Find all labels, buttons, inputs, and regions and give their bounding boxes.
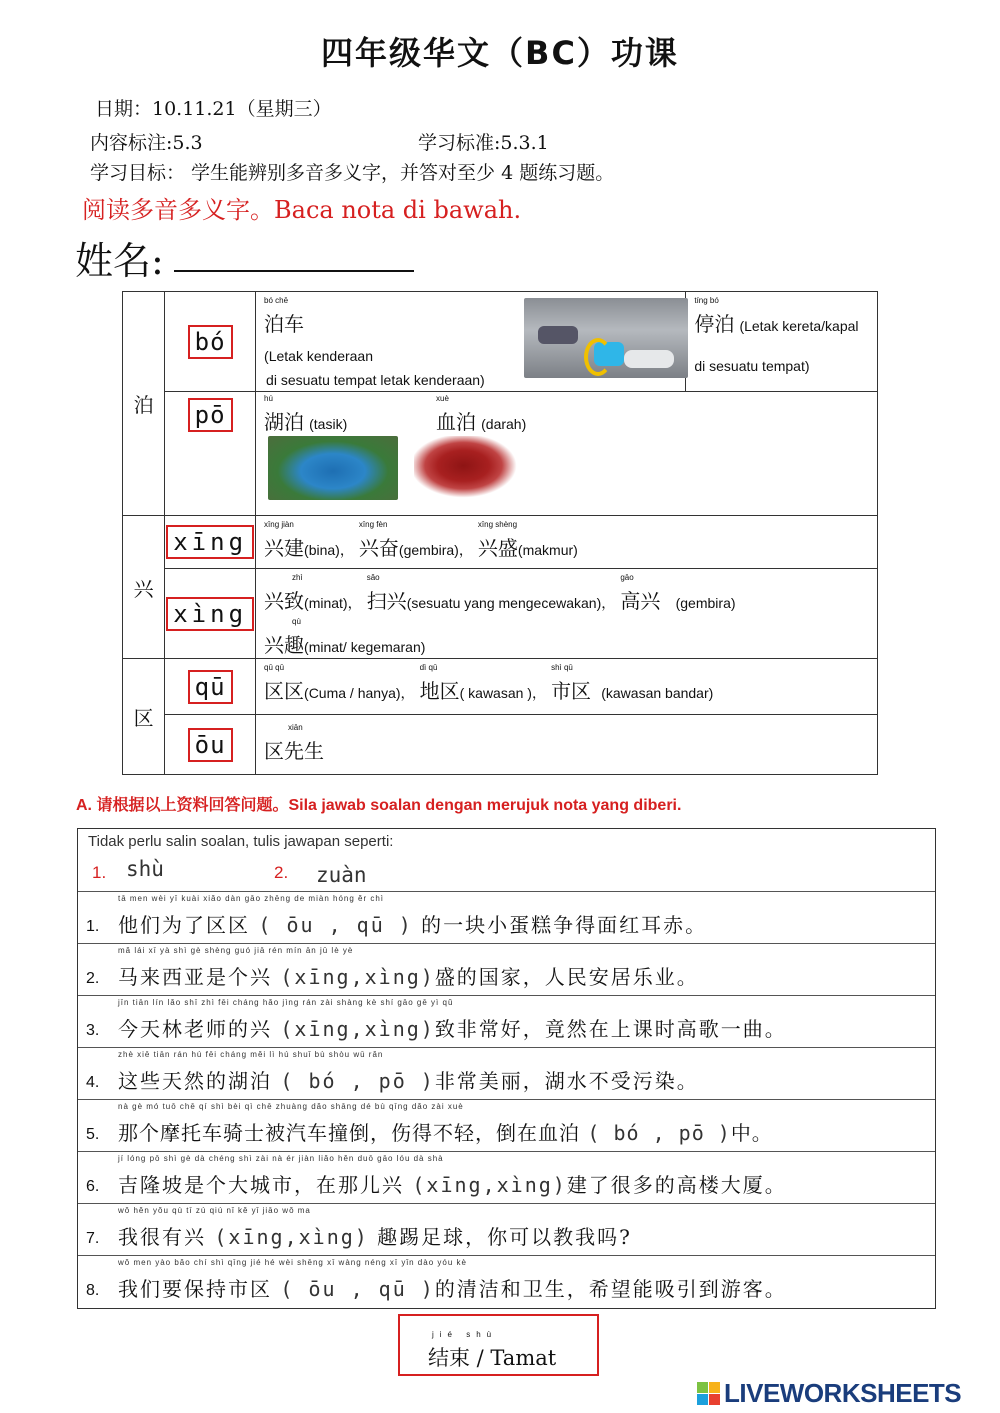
content-standard: 内容标注:5.3 <box>90 132 203 154</box>
py-qu-cell <box>165 659 256 715</box>
tingbo-cell <box>686 292 878 392</box>
question-8-number: 8. <box>86 1282 100 1299</box>
word-shiqu-text: 市区 <box>551 679 592 703</box>
word-ouxiansheng-text: 区先生 <box>264 739 325 763</box>
question-6-choice[interactable]: (xīng,xìng) <box>412 1173 567 1197</box>
parking-image <box>524 298 688 378</box>
question-2-post: 盛的国家，人民安居乐业。 <box>434 965 699 989</box>
learning-standard: 学习标准:5.3.1 <box>418 132 549 154</box>
boche-gloss-1: (Letak kenderaan <box>264 348 373 364</box>
xingqu-gloss: (minat/ kegemaran) <box>304 639 426 655</box>
question-1-choice[interactable]: ( ōu , qū ) <box>258 913 413 937</box>
qu-cell <box>256 659 878 715</box>
char-bo-cell <box>123 292 165 516</box>
word-boche-pinyin: bó chē <box>264 296 289 305</box>
section-a-instruction: A. 请根据以上资料回答问题。Sila jawab soalan dengan merujuk nota yang diberi. <box>76 797 682 814</box>
diqu-gloss: ( kawasan )， <box>459 685 546 701</box>
word-ququ <box>264 665 304 704</box>
question-1-pre: 他们为了区区 <box>118 913 250 937</box>
word-shiqu-pinyin: shì qū <box>551 663 573 672</box>
reading-instruction: 阅读多音多义字。Baca nota di bawah. <box>82 196 522 224</box>
question-6-pinyin: jí lóng pō shì gè dà chéng shì zài nà ér jiàn liǎo hěn duō gāo lóu dà shà <box>118 1154 444 1163</box>
word-gaoxing-pinyin: gāo <box>620 573 634 582</box>
question-5-pinyin: nà gè mó tuō chē qí shì bèi qì chē zhuàng dǎo shāng dé bù qīng dǎo zài xuè <box>118 1102 464 1111</box>
question-2-text <box>118 961 699 990</box>
question-row-5[interactable] <box>78 1099 935 1152</box>
question-5-post: 中。 <box>730 1121 773 1145</box>
pinyin-po-box: pō <box>188 398 233 432</box>
question-4-number: 4. <box>86 1074 100 1091</box>
saoxing-gloss: (sesuatu yang mengecewakan)， <box>406 595 616 611</box>
xingfen-gloss: (gembira)， <box>398 542 473 558</box>
question-row-8[interactable] <box>78 1255 935 1308</box>
word-shiqu <box>551 665 591 704</box>
question-2-choice[interactable]: (xīng,xìng) <box>280 965 435 989</box>
notes-table <box>122 291 878 775</box>
question-row-6[interactable] <box>78 1151 935 1204</box>
question-3-choice[interactable]: (xīng,xìng) <box>280 1017 435 1041</box>
xingzhi-gloss: (minat)， <box>304 595 362 611</box>
question-7-number: 7. <box>86 1230 100 1247</box>
question-8-post: 的清洁和卫生，希望能吸引到游客。 <box>434 1277 787 1301</box>
question-6-text <box>118 1169 787 1198</box>
word-saoxing-pinyin: sǎo <box>366 573 380 582</box>
question-1-text <box>118 909 707 938</box>
py-bo-cell <box>165 292 256 392</box>
ququ-gloss: (Cuma / hanya)， <box>304 685 415 701</box>
word-xingzhi-pinyin: zhì <box>292 573 303 582</box>
pinyin-qu-box: qū <box>188 670 233 704</box>
word-xuepo-text: 血泊 <box>436 410 477 434</box>
question-8-pinyin: wǒ men yào bǎo chí shì qīng jié hé wèi shēng xī wàng néng xī yǐn dào yóu kè <box>118 1258 467 1267</box>
question-row-2[interactable] <box>78 943 935 996</box>
question-4-pre: 这些天然的湖泊 <box>118 1069 272 1093</box>
question-5-text <box>118 1117 773 1146</box>
char-xing: 兴 <box>133 576 154 601</box>
question-1-post: 的一块小蛋糕争得面红耳赤。 <box>421 913 708 937</box>
word-ouxiansheng <box>264 725 324 764</box>
end-pinyin: jié shù <box>432 1330 498 1339</box>
word-diqu-text: 地区 <box>419 679 460 703</box>
example-1-answer: shù <box>126 857 164 881</box>
question-6-pre: 吉隆坡是个大城市，在那儿兴 <box>118 1173 404 1197</box>
example-label: Tidak perlu salin soalan, tulis jawapan seperti: <box>88 833 394 850</box>
word-hupo-pinyin: hú <box>264 394 273 403</box>
tingbo-gloss-2: di sesuatu tempat) <box>694 358 810 374</box>
page-title: 四年级华文（BC）功课 <box>321 34 679 72</box>
char-bo: 泊 <box>133 393 154 417</box>
liveworksheets-logo <box>697 1379 961 1407</box>
question-2-number: 2. <box>86 970 100 987</box>
logo-text: LIVEWORKSHEETS <box>724 1377 962 1408</box>
word-xuepo <box>436 396 476 435</box>
xuepo-gloss: (darah) <box>481 416 527 432</box>
xingsheng-gloss: (makmur) <box>517 542 578 558</box>
name-label: 姓名: <box>75 239 164 283</box>
word-xingsheng-pinyin: xīng shèng <box>477 520 518 529</box>
question-8-text <box>118 1273 787 1302</box>
word-saoxing-text: 扫兴 <box>366 589 407 613</box>
question-5-number: 5. <box>86 1126 100 1143</box>
question-row-3[interactable] <box>78 995 935 1048</box>
hupo-gloss: (tasik) <box>309 416 348 432</box>
char-xing-cell <box>123 516 165 659</box>
word-xingzhi <box>264 575 304 614</box>
pinyin-xing2-box: xìng <box>166 597 254 631</box>
word-xingjian-text: 兴建 <box>264 536 305 560</box>
word-tingbo-text: 停泊 <box>694 312 735 336</box>
example-1-number: 1. <box>92 863 107 882</box>
py-ou-cell <box>165 715 256 775</box>
question-3-number: 3. <box>86 1022 100 1039</box>
question-6-number: 6. <box>86 1178 100 1195</box>
word-xingfen-pinyin: xīng fèn <box>358 520 388 529</box>
word-ququ-text: 区区 <box>264 679 305 703</box>
question-6-post: 建了很多的高楼大厦。 <box>566 1173 787 1197</box>
example-2-answer: zuàn <box>316 863 367 887</box>
pinyin-xing1-box: xīng <box>166 525 254 559</box>
ou-cell <box>256 715 878 775</box>
question-3-pinyin: jīn tiān lín lǎo shī zhì fēi cháng hǎo jìng rán zài shàng kè shí gāo gē yì qǔ <box>118 998 454 1007</box>
word-hupo <box>264 396 304 435</box>
py-xing2-cell <box>165 569 256 659</box>
xingjian-gloss: (bina)， <box>304 542 354 558</box>
question-3-text <box>118 1013 787 1042</box>
word-xingzhi-text: 兴致 <box>264 589 305 613</box>
char-qu: 区 <box>133 706 154 730</box>
blood-image <box>414 436 524 502</box>
date-line: 日期：10.11.21（星期三） <box>95 98 332 120</box>
word-diqu-pinyin: dì qū <box>419 663 438 672</box>
word-ouxiansheng-pinyin: xiān <box>288 723 303 732</box>
question-3-pre: 今天林老师的兴 <box>118 1017 272 1041</box>
question-4-post: 非常美丽，湖水不受污染。 <box>434 1069 699 1093</box>
word-xingqu-pinyin: qù <box>292 617 301 626</box>
word-saoxing <box>367 575 407 614</box>
word-gaoxing <box>620 575 660 614</box>
question-row-4[interactable] <box>78 1047 935 1100</box>
word-boche-text: 泊车 <box>264 312 305 336</box>
boche-cell <box>256 292 686 392</box>
hupo-cell <box>256 392 878 516</box>
lake-image <box>268 436 398 500</box>
name-input-line[interactable] <box>174 268 414 272</box>
question-row-1[interactable] <box>78 891 935 944</box>
word-xingfen <box>359 522 399 561</box>
question-box <box>77 828 936 1309</box>
pinyin-bo-box: bó <box>188 325 233 359</box>
question-1-number: 1. <box>86 918 100 935</box>
word-xingjian <box>264 522 304 561</box>
question-8-pre: 我们要保持市区 <box>118 1277 272 1301</box>
word-xingjian-pinyin: xīng jiàn <box>264 520 294 529</box>
word-xingfen-text: 兴奋 <box>358 536 399 560</box>
logo-icon <box>697 1382 720 1405</box>
shiqu-gloss: (kawasan bandar) <box>601 685 714 701</box>
gaoxing-gloss: (gembira) <box>675 595 736 611</box>
question-7-post: 趣踢足球，你可以教我吗? <box>377 1225 632 1249</box>
word-ququ-pinyin: qū qū <box>264 663 285 672</box>
word-hupo-text: 湖泊 <box>264 410 305 434</box>
py-xing1-cell <box>165 516 256 569</box>
end-box <box>398 1314 599 1376</box>
word-xingqu-text: 兴趣 <box>264 633 305 657</box>
question-4-text <box>118 1065 699 1094</box>
question-2-pinyin: mǎ lái xī yà shì gè shèng guó jiā rén mín ān jū lè yè <box>118 946 354 955</box>
question-row-7[interactable] <box>78 1203 935 1256</box>
word-gaoxing-text: 高兴 <box>620 589 661 613</box>
end-text: 结束 / Tamat <box>428 1346 557 1370</box>
question-8-choice[interactable]: ( ōu , qū ) <box>280 1277 435 1301</box>
char-qu-cell <box>123 659 165 775</box>
question-4-pinyin: zhè xiē tiān rán hú fēi cháng měi lì hú shuǐ bù shòu wū rǎn <box>118 1050 384 1059</box>
question-5-pre: 那个摩托车骑士被汽车撞倒，伤得不轻，倒在血泊 <box>118 1121 580 1145</box>
question-7-pinyin: wǒ hěn yǒu qù tī zú qiú nǐ kě yǐ jiāo wǒ ma <box>118 1206 311 1215</box>
word-tingbo <box>694 298 734 337</box>
question-4-choice[interactable]: ( bó , pō ) <box>280 1069 435 1093</box>
question-5-choice[interactable]: ( bó , pō ) <box>587 1121 731 1145</box>
tingbo-gloss-1: (Letak kereta/kapal <box>739 318 859 334</box>
py-po-cell <box>165 392 256 516</box>
question-3-post: 致非常好，竟然在上课时高歌一曲。 <box>434 1017 787 1041</box>
word-xingsheng <box>478 522 518 561</box>
word-xuepo-pinyin: xuè <box>436 394 449 403</box>
learning-objective: 学习目标： 学生能辨别多音多义字，并答对至少 4 题练习题。 <box>90 162 615 184</box>
question-7-text <box>118 1221 632 1250</box>
question-1-pinyin: tā men wèi yī kuài xiǎo dàn gāo zhēng de miàn hóng ěr chì <box>118 894 385 903</box>
word-xingsheng-text: 兴盛 <box>477 536 518 560</box>
pinyin-ou-box: ōu <box>188 728 233 762</box>
xing1-cell <box>256 516 878 569</box>
boche-gloss-2: di sesuatu tempat letak kenderaan) <box>266 372 485 388</box>
xing2-cell <box>256 569 878 659</box>
question-2-pre: 马来西亚是个兴 <box>118 965 272 989</box>
word-xingqu <box>264 619 304 658</box>
word-tingbo-pinyin: tíng bó <box>694 296 719 305</box>
question-7-pre: 我很有兴 <box>118 1225 206 1249</box>
example-2-number: 2. <box>274 863 289 882</box>
word-diqu <box>420 665 460 704</box>
question-7-choice[interactable]: (xīng,xìng) <box>214 1225 369 1249</box>
word-boche <box>264 298 304 337</box>
